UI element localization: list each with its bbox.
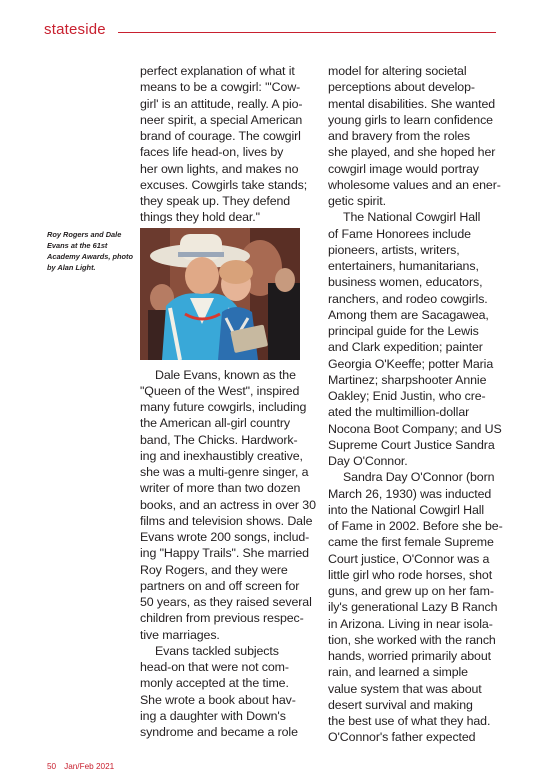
text-line: ing "Happy Trails". She married: [140, 546, 309, 561]
text-line: "Queen of the West", inspired: [140, 383, 300, 398]
text-line: she played, and she hoped her: [328, 145, 496, 160]
text-line: O'Connor's father expected: [328, 730, 476, 745]
caption-line: by Alan Light.: [47, 263, 96, 272]
text-line: mental disabilities. She wanted: [328, 96, 496, 111]
text-line: pioneers, artists, writers,: [328, 242, 460, 257]
text-line: monly accepted at the time.: [140, 676, 289, 691]
text-line: ily's generational Lazy B Ranch: [328, 600, 498, 615]
text-line: She wrote a book about hav-: [140, 692, 296, 707]
text-line: Nocona Boot Company; and US: [328, 421, 502, 436]
text-line: syndrome and became a role: [140, 725, 298, 739]
issue-date: Jan/Feb 2021: [64, 762, 115, 771]
text-line: 50 years, as they raised several: [140, 595, 312, 609]
text-line: she was a multi-genre singer, a: [140, 465, 309, 479]
text-line: March 26, 1930) was inducted: [328, 486, 492, 501]
text-line: perceptions about develop-: [328, 80, 475, 95]
text-line: ing a daughter with Down's: [140, 708, 286, 723]
text-line: perfect explanation of what it: [140, 64, 295, 78]
text-line: value system that was about: [328, 681, 482, 696]
text-line: neer spirit, a special American: [140, 112, 303, 127]
caption-line: Roy Rogers and Dale: [47, 230, 122, 239]
paragraph-evans-tackled: [140, 643, 304, 741]
column-1: [140, 63, 316, 740]
text-line: Sandra Day O'Connor (born: [343, 470, 495, 485]
text-line: writer of more than two dozen: [140, 481, 301, 496]
text-line: Among them are Sacagawea,: [328, 307, 489, 322]
text-line: films and television shows. Dale: [140, 513, 313, 528]
text-line: band, The Chicks. Hardwork-: [140, 432, 298, 447]
text-line: hands, worried primarily about: [328, 649, 491, 663]
text-line: principal guide for the Lewis: [328, 324, 479, 338]
text-line: many future cowgirls, including: [140, 400, 307, 414]
text-line: ated the multimillion-dollar: [328, 405, 470, 420]
text-line: tion, she worked with the ranch: [328, 632, 496, 647]
text-line: ranchers, and rodeo cowgirls.: [328, 291, 488, 306]
text-line: the American all-girl country: [140, 416, 290, 431]
photo-caption: [47, 229, 131, 273]
text-line: business women, educators,: [328, 275, 483, 290]
text-line: children from previous respec-: [140, 611, 304, 626]
text-line: wholesome values and an ener-: [328, 177, 501, 192]
page-footer: [47, 762, 114, 771]
text-line: cowgirl image would portray: [328, 161, 479, 176]
caption-line: Academy Awards, photo: [47, 252, 133, 261]
text-line: into the National Cowgirl Hall: [328, 502, 485, 517]
text-line: means to be a cowgirl: "'Cow-: [140, 80, 301, 95]
section-label: stateside: [44, 21, 106, 38]
paragraph-honorees: [328, 209, 502, 469]
text-line: and bravery from the roles: [328, 129, 471, 143]
text-line: Roy Rogers, and they were: [140, 562, 288, 577]
page-number: 50: [47, 762, 57, 771]
section-rule: [118, 32, 496, 33]
text-line: the best use of what they had.: [328, 714, 491, 728]
text-line: came the first female Supreme: [328, 535, 494, 550]
text-line: things they hold dear.": [140, 210, 260, 225]
text-line: Evans tackled subjects: [155, 643, 279, 658]
text-line: Oakley; Enid Justin, who cre-: [328, 389, 486, 403]
text-line: Evans wrote 200 songs, includ-: [140, 530, 310, 544]
text-line: brand of courage. The cowgirl: [140, 129, 301, 143]
text-line: getic spirit.: [328, 194, 386, 208]
text-line: Martinez; sharpshooter Annie: [328, 372, 487, 387]
column-2: [328, 63, 503, 746]
text-line: in Arizona. Living in near isola-: [328, 616, 493, 631]
text-line: Dale Evans, known as the: [155, 367, 296, 382]
text-line: desert survival and making: [328, 697, 473, 712]
text-line: little girl who rode horses, shot: [328, 567, 493, 582]
text-line: head-on that were not com-: [140, 660, 289, 674]
text-line: of Fame Honorees include: [328, 226, 471, 241]
paragraph-oconnor: [328, 469, 503, 745]
text-line: tive marriages.: [140, 627, 220, 642]
paragraph-continued: [140, 63, 308, 226]
text-line: The National Cowgirl Hall: [343, 210, 481, 225]
text-line: of Fame in 2002. Before she be-: [328, 519, 503, 533]
text-line: books, and an actress in over 30: [140, 497, 316, 512]
text-line: Day O'Connor.: [328, 454, 408, 468]
text-line: entertainers, humanitarians,: [328, 259, 479, 273]
caption-line: Evans at the 61st: [47, 241, 108, 250]
text-line: rain, and learned a simple: [328, 665, 468, 680]
text-line: faces life head-on, lives by: [140, 145, 284, 160]
text-line: excuses. Cowgirls take stands;: [140, 177, 308, 192]
text-line: ing and inexhaustibly creative,: [140, 448, 303, 463]
text-line: and Clark expedition; painter: [328, 340, 483, 355]
text-line: partners on and off screen for: [140, 578, 300, 593]
text-line: model for altering societal: [328, 64, 467, 78]
text-line: her own lights, and makes no: [140, 161, 299, 176]
text-line: Supreme Court Justice Sandra: [328, 437, 495, 452]
text-line: they speak up. They defend: [140, 194, 291, 208]
paragraph-role-model: [328, 63, 501, 209]
text-line: girl' is an attitude, really. A pio-: [140, 96, 303, 111]
text-line: guns, and grew up on her fam-: [328, 584, 494, 598]
paragraph-dale-evans: [140, 367, 316, 643]
text-line: Court justice, O'Connor was a: [328, 551, 490, 566]
text-line: Georgia O'Keeffe; potter Maria: [328, 356, 494, 371]
text-line: young girls to learn confidence: [328, 112, 493, 127]
